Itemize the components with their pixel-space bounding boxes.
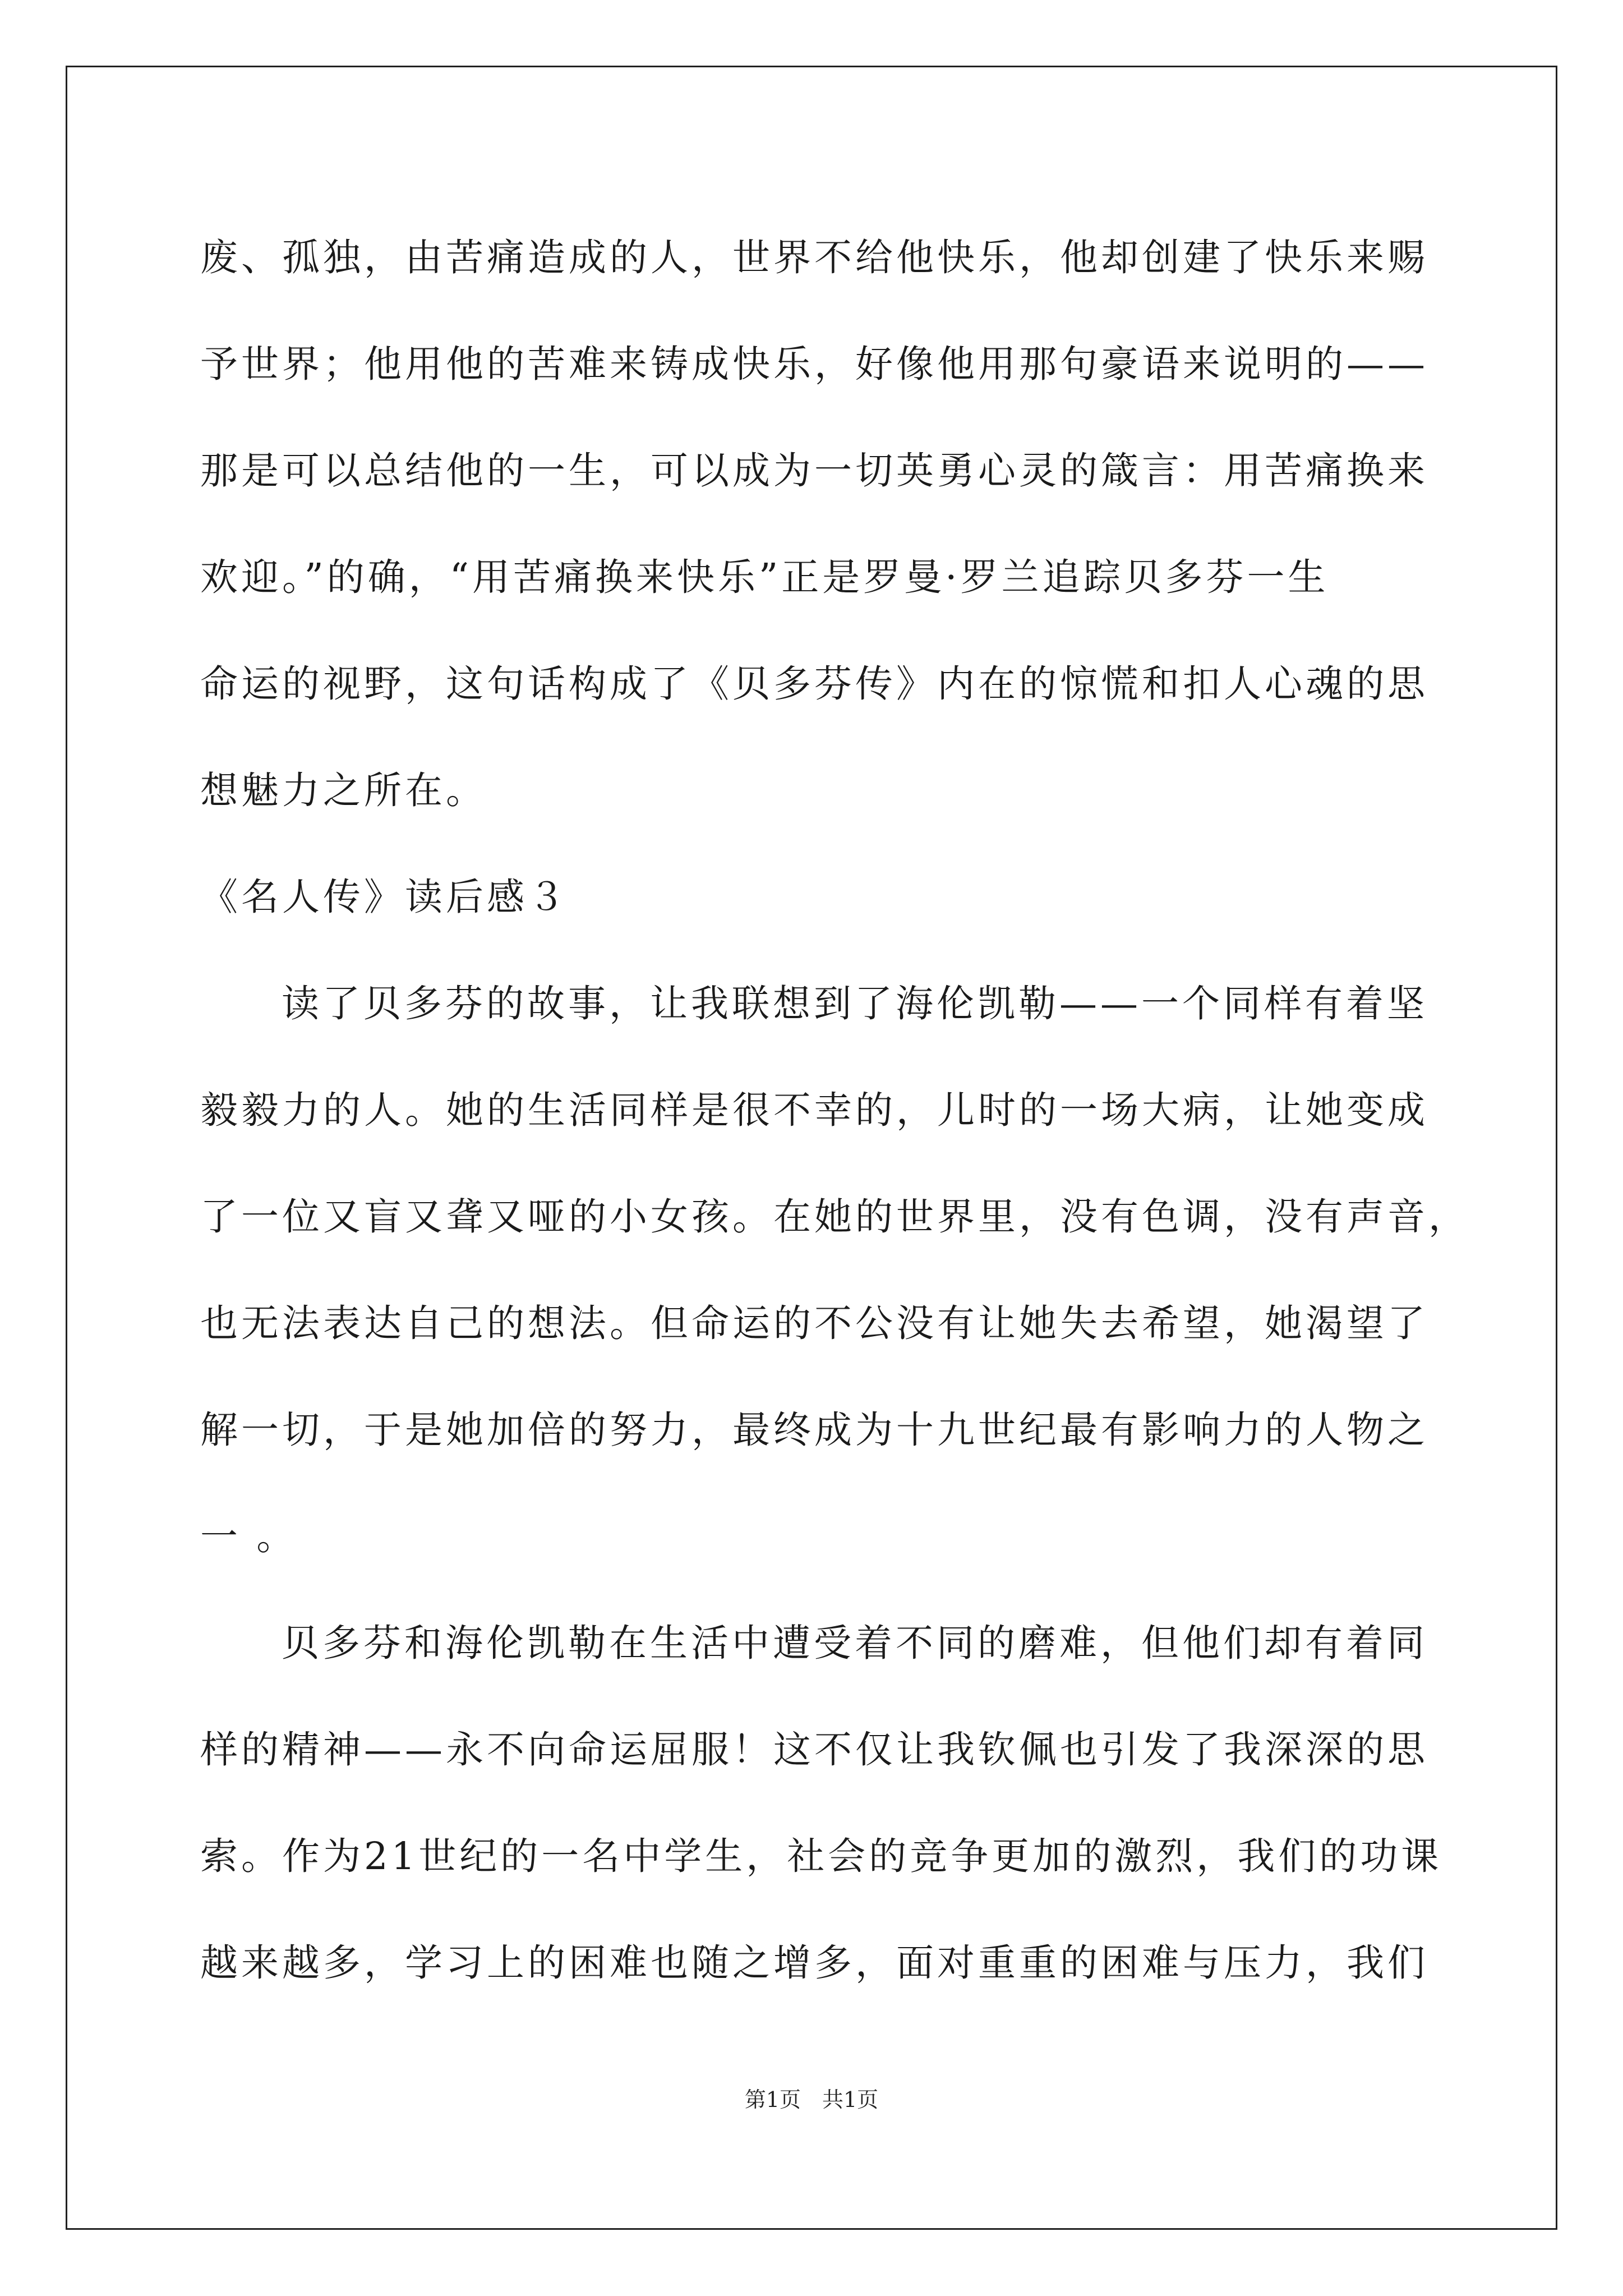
text-line-17: 越来越多，学习上的困难也随之增多，面对重重的困难与压力，我们: [200, 1941, 1428, 1985]
text-line-10: 了一位又盲又聋又哑的小女孩。在她的世界里，没有色调，没有声音，: [200, 1195, 1469, 1239]
text-line-6: 想魅力之所在。: [200, 769, 487, 812]
text-line-13: 一 。: [200, 1515, 298, 1558]
text-line-14: 贝多芬和海伦凯勒在生活中遭受着不同的磨难，但他们却有着同: [282, 1621, 1428, 1665]
text-line-1: 废、孤独，由苦痛造成的人，世界不给他快乐，他却创建了快乐来赐: [200, 236, 1428, 279]
text-line-9: 毅毅力的人。她的生活同样是很不幸的，儿时的一场大病，让她变成: [200, 1088, 1428, 1132]
text-line-2: 予世界；他用他的苦难来铸成快乐，好像他用那句豪语来说明的——: [200, 342, 1428, 386]
text-line-5: 命运的视野，这句话构成了《贝多芬传》内在的惊慌和扣人心魂的思: [200, 662, 1428, 706]
text-line-4: 欢迎。”的确，“用苦痛换来快乐”正是罗曼·罗兰追踪贝多芬一生: [200, 555, 1329, 599]
document-body: [200, 204, 1469, 2016]
text-line-11: 也无法表达自己的想法。但命运的不公没有让她失去希望，她渴望了: [200, 1301, 1428, 1345]
page-number-footer: 第1页 共1页: [744, 2087, 879, 2112]
text-line-8: 读了贝多芬的故事，让我联想到了海伦凯勒——一个同样有着坚: [282, 982, 1428, 1025]
text-line-12: 解一切，于是她加倍的努力，最终成为十九世纪最有影响力的人物之: [200, 1408, 1428, 1452]
text-line-15: 样的精神——永不向命运屈服！这不仅让我钦佩也引发了我深深的思: [200, 1728, 1428, 1772]
text-line-16: 索。作为21世纪的一名中学生，社会的竞争更加的激烈，我们的功课: [200, 1834, 1442, 1878]
section-heading: 《名人传》读后感３: [200, 875, 569, 919]
text-line-3: 那是可以总结他的一生，可以成为一切英勇心灵的箴言：用苦痛换来: [200, 449, 1428, 493]
